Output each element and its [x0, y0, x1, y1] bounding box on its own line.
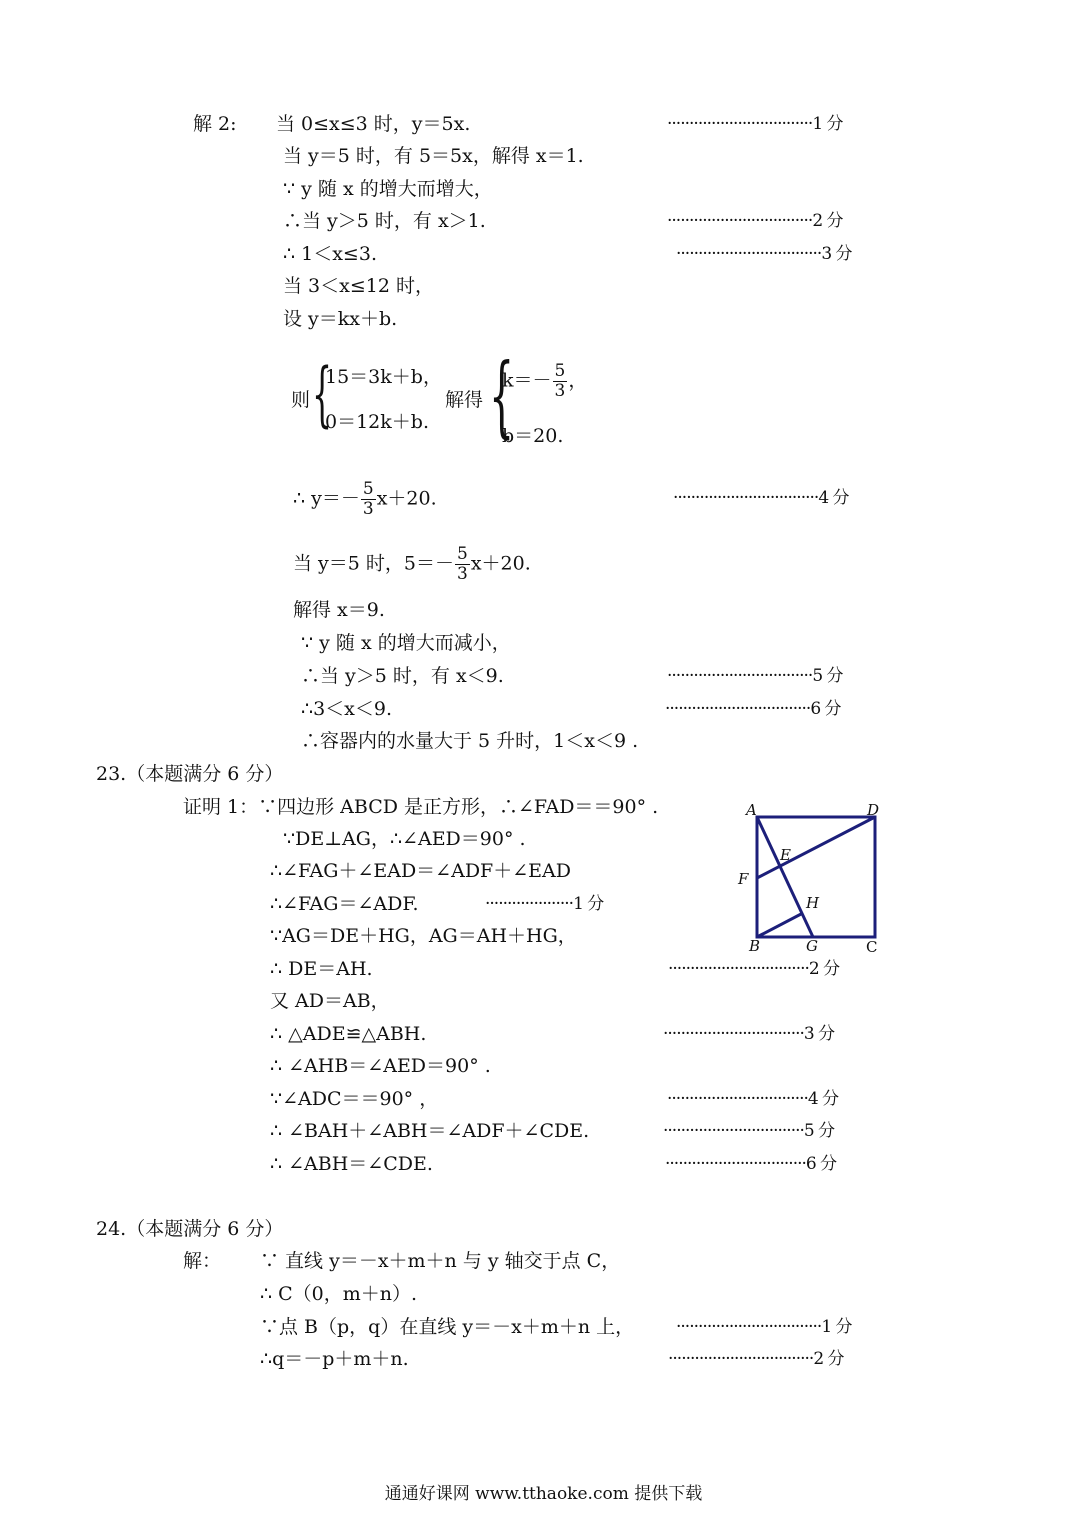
- score-marker: ·································2 分: [667, 211, 843, 231]
- square-abcd: [757, 817, 875, 937]
- solution-label: 解 2:: [193, 113, 237, 135]
- solution-line: ∴q＝－p＋m＋n.: [260, 1348, 409, 1370]
- score-marker: ·································1 分: [676, 1317, 852, 1337]
- score-marker: ································2 分: [668, 959, 840, 979]
- solution-line: 当 3＜x≤12 时，: [283, 275, 434, 297]
- proof-line: ∴∠FAG＋∠EAD＝∠ADF＋∠EAD: [270, 860, 571, 882]
- score-marker: ·································5 分: [667, 666, 843, 686]
- score-marker: ································6 分: [665, 1154, 837, 1174]
- proof-line: ∵DE⊥AG，∴∠AED＝90° .: [283, 828, 526, 850]
- segment-bh: [757, 913, 803, 937]
- point-label-g: G: [806, 937, 818, 955]
- score-marker: ·································1 分: [667, 114, 843, 134]
- vertex-label-a: A: [746, 801, 757, 819]
- solution-line: ∵ y 随 x 的增大而减小，: [301, 632, 511, 654]
- proof-line: 证明 1：∵四边形 ABCD 是正方形，∴∠FAD＝＝90° .: [183, 796, 659, 818]
- solution-line: ∴容器内的水量大于 5 升时，1＜x＜9 .: [301, 730, 639, 752]
- system-solution-b: b＝20.: [502, 425, 564, 447]
- point-label-f: F: [738, 870, 749, 888]
- system-equation: 15＝3k＋b，: [325, 366, 442, 388]
- solution-line: ∴ y＝－ $\frac{5}{3}$ x＋20.: [293, 479, 437, 519]
- solution-line: ∴ C（0，m＋n）.: [260, 1283, 418, 1305]
- system-then-label: 则: [291, 389, 311, 411]
- vertex-label-b: B: [749, 937, 761, 955]
- solution-line: ∴当 y＞5 时，有 x＞1.: [283, 210, 486, 232]
- score-marker: ·································3 分: [676, 244, 852, 264]
- solution-line: 当 0≤x≤3 时，y＝5x.: [276, 113, 471, 135]
- score-marker: ································5 分: [663, 1121, 835, 1141]
- vertex-label-c: C: [866, 938, 878, 956]
- solution-line: ∴3＜x＜9.: [301, 698, 393, 720]
- score-marker: ·································6 分: [665, 699, 841, 719]
- score-marker: ····················1 分: [485, 894, 604, 914]
- solution-line: 设 y＝kx＋b.: [283, 308, 398, 330]
- proof-line: ∴ ∠AHB＝∠AED＝90° .: [270, 1055, 491, 1077]
- system-equation: 0＝12k＋b.: [325, 411, 429, 433]
- proof-line: ∴ ∠ABH＝∠CDE.: [270, 1153, 433, 1175]
- segment-df: [757, 817, 875, 878]
- score-marker: ·································4 分: [673, 488, 849, 508]
- proof-line: 又 AD＝AB，: [270, 990, 390, 1012]
- solution-line: 当 y＝5 时，有 5＝5x，解得 x＝1.: [283, 145, 584, 167]
- proof-line: ∴ ∠BAH＋∠ABH＝∠ADF＋∠CDE.: [270, 1120, 590, 1142]
- proof-line: ∴ DE＝AH.: [270, 958, 373, 980]
- score-marker: ································4 分: [667, 1089, 839, 1109]
- proof-line: ∵AG＝DE＋HG，AG＝AH＋HG，: [270, 925, 577, 947]
- solution-line: ∵点 B（p，q）在直线 y＝－x＋m＋n 上，: [260, 1316, 635, 1338]
- solution-line: ∴当 y＞5 时，有 x＜9.: [301, 665, 504, 687]
- vertex-label-d: D: [867, 801, 880, 819]
- segment-ag: [757, 817, 813, 937]
- left-brace: {: [489, 344, 515, 447]
- page-footer: 通通好课网 www.tthaoke.com 提供下载: [384, 1484, 703, 1504]
- system-solve-label: 解得: [445, 389, 484, 411]
- point-label-h: H: [806, 894, 820, 912]
- system-solution-k: k＝－ $\frac{5}{3}$ ，: [502, 361, 588, 401]
- solution-line: ∵ 直线 y＝－x＋m＋n 与 y 轴交于点 C，: [260, 1250, 621, 1272]
- solution-line: 解得 x＝9.: [293, 599, 385, 621]
- point-label-e: E: [780, 846, 791, 864]
- left-brace: {: [312, 353, 333, 435]
- proof-line: ∵∠ADC＝＝90° ，: [270, 1088, 439, 1110]
- question-title: 24.（本题满分 6 分）: [96, 1218, 284, 1240]
- solution-label: 解：: [183, 1250, 222, 1272]
- solution-line: ∴ 1＜x≤3.: [283, 243, 377, 265]
- solution-line: 当 y＝5 时，5＝－ $\frac{5}{3}$ x＋20.: [293, 544, 531, 584]
- square-abcd-figure: [730, 796, 900, 958]
- score-marker: ································3 分: [663, 1024, 835, 1044]
- score-marker: ·································2 分: [668, 1349, 844, 1369]
- proof-line: ∴∠FAG＝∠ADF.: [270, 893, 419, 915]
- proof-line: ∴ △ADE≌△ABH.: [270, 1023, 427, 1045]
- solution-line: ∵ y 随 x 的增大而增大，: [283, 178, 493, 200]
- question-title: 23.（本题满分 6 分）: [96, 763, 284, 785]
